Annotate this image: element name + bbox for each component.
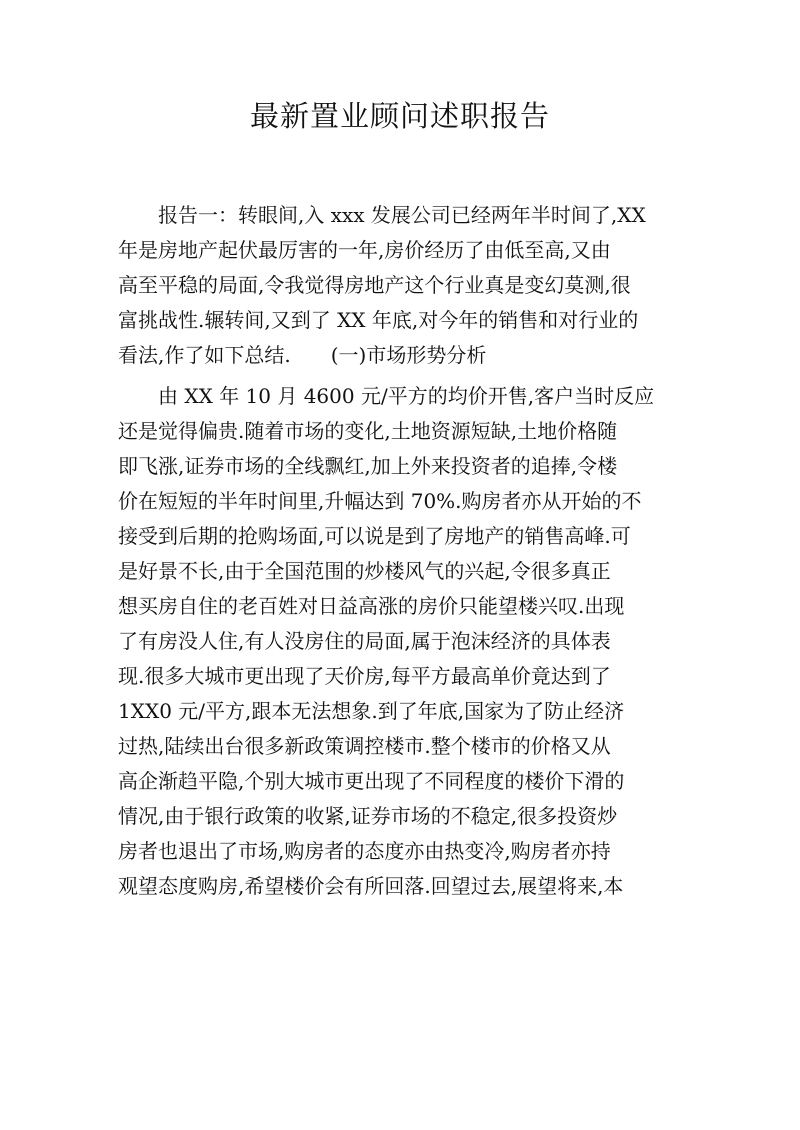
body-line-20: 观望态度购房,希望楼价会有所回落.回望过去,展望将来,本 bbox=[118, 874, 624, 898]
document-title: 最新置业顾问述职报告 bbox=[249, 99, 550, 133]
document-body bbox=[118, 198, 683, 904]
body-line-10: 接受到后期的抢购场面,可以说是到了房地产的销售高峰.可 bbox=[118, 524, 631, 548]
body-line-1: 报告一：转眼间,入 xxx 发展公司已经两年半时间了,XX bbox=[118, 203, 646, 227]
body-line-13: 了有房没人住,有人没房住的局面,属于泡沫经济的具体表 bbox=[118, 629, 611, 653]
body-line-4: 富挑战性.辗转间,又到了 XX 年底,对今年的销售和对行业的 bbox=[118, 308, 639, 332]
body-line-11: 是好景不长,由于全国范围的炒楼风气的兴起,令很多真正 bbox=[118, 559, 611, 583]
body-line-6: 由 XX 年 10 月 4600 元/平方的均价开售,客户当时反应 bbox=[118, 384, 655, 408]
body-line-18: 情况,由于银行政策的收紧,证券市场的不稳定,很多投资炒 bbox=[118, 804, 618, 828]
body-line-14: 现.很多大城市更出现了天价房,每平方最高单价竟达到了 bbox=[118, 664, 611, 688]
body-line-2: 年是房地产起伏最厉害的一年,房价经历了由低至高,又由 bbox=[118, 238, 611, 262]
body-line-9: 价在短短的半年时间里,升幅达到 70%.购房者亦从开始的不 bbox=[118, 489, 642, 513]
body-line-8: 即飞涨,证券市场的全线飘红,加上外来投资者的追捧,令楼 bbox=[118, 454, 618, 478]
body-line-16: 过热,陆续出台很多新政策调控楼市.整个楼市的价格又从 bbox=[118, 734, 611, 758]
body-line-15: 1XX0 元/平方,跟本无法想象.到了年底,国家为了防止经济 bbox=[118, 699, 625, 723]
body-line-3: 高至平稳的局面,令我觉得房地产这个行业真是变幻莫测,很 bbox=[118, 273, 631, 297]
body-line-19: 房者也退出了市场,购房者的态度亦由热变冷,购房者亦持 bbox=[118, 839, 611, 863]
body-line-17: 高企渐趋平隐,个别大城市更出现了不同程度的楼价下滑的 bbox=[118, 769, 625, 793]
body-line-5: 看法,作了如下总结. (一)市场形势分析 bbox=[118, 343, 487, 367]
body-line-12: 想买房自住的老百姓对日益高涨的房价只能望楼兴叹.出现 bbox=[118, 594, 625, 618]
body-line-7: 还是觉得偏贵.随着市场的变化,土地资源短缺,土地价格随 bbox=[118, 419, 618, 443]
